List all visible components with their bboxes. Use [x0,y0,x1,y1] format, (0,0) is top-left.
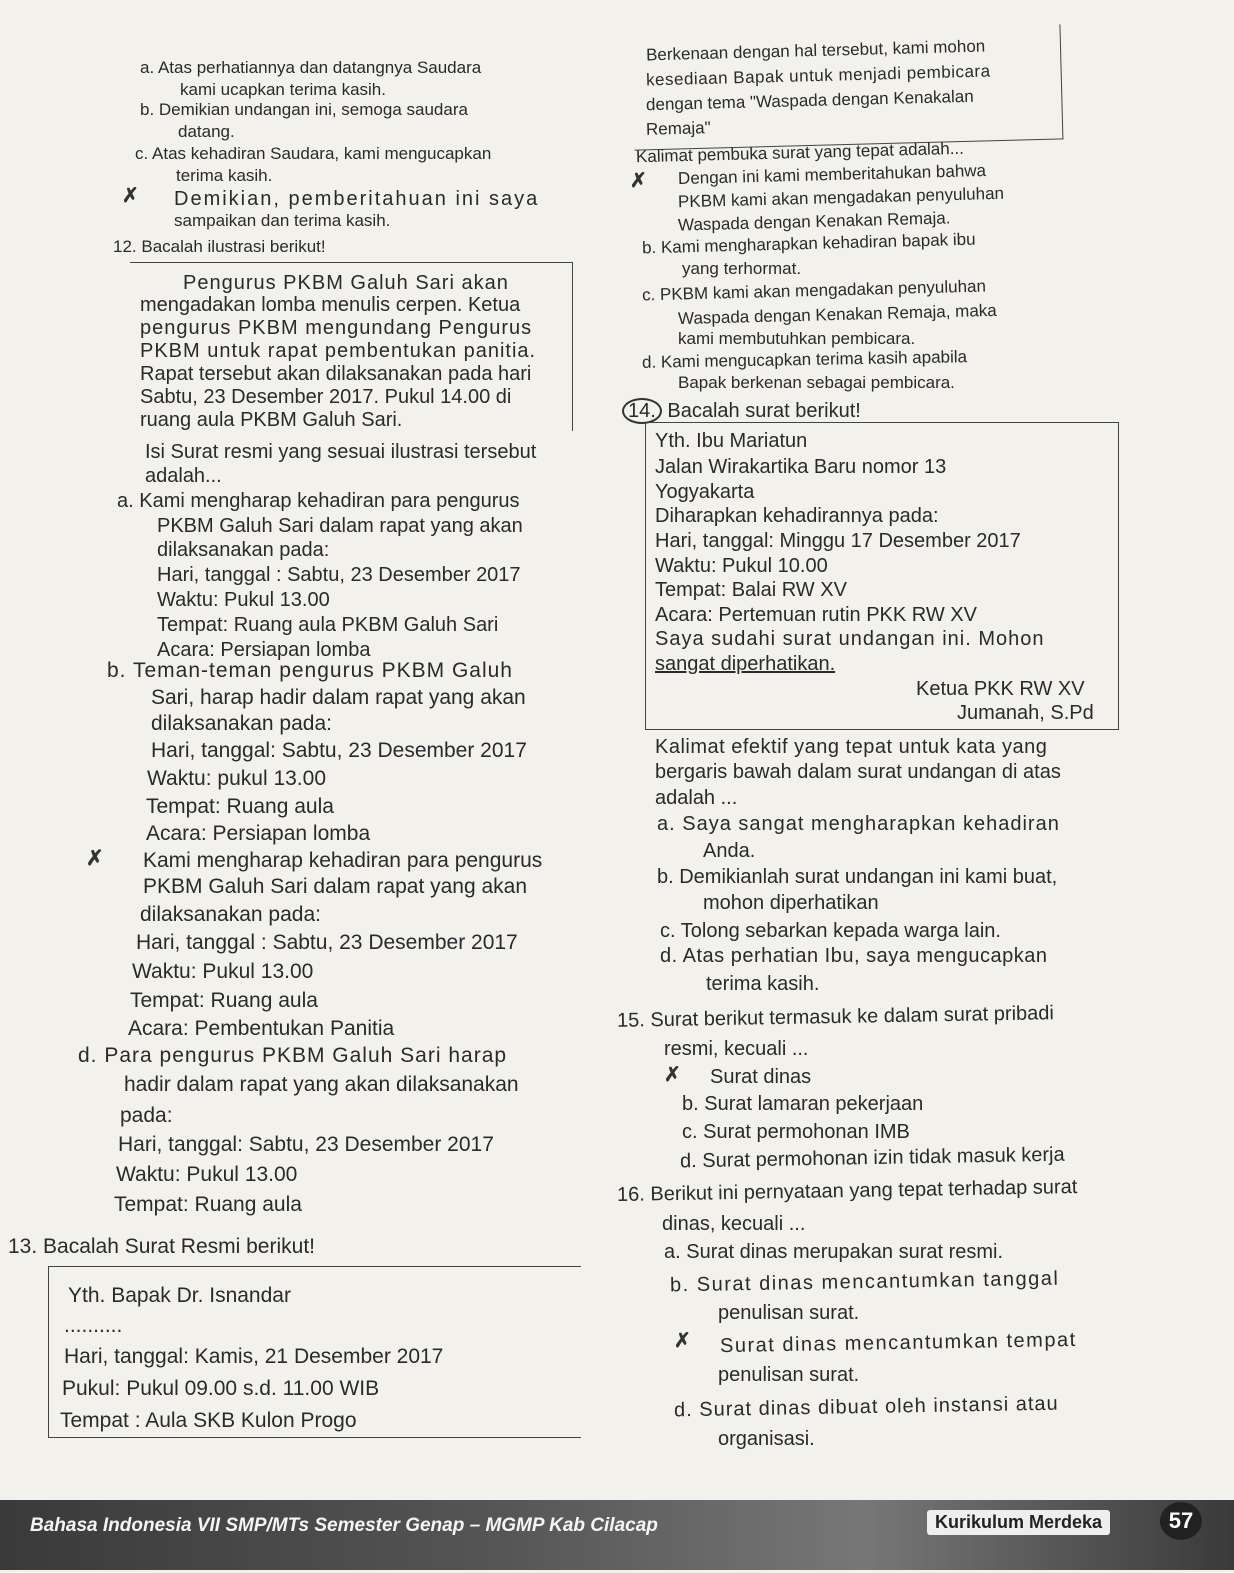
q13-cont-line3: dengan tema "Waspada dengan Kenakalan [645,86,974,115]
q14-a-line2: Anda. [703,840,756,862]
cross-mark-icon: ✗ [122,185,139,207]
q13-c-line2: Waspada dengan Kenakan Remaja, maka [677,300,997,329]
q14-box-line1: Yth. Ibu Mariatun [655,430,808,452]
q12-box-line2: mengadakan lomba menulis cerpen. Ketua [140,294,521,316]
q13-b-line2: yang terhormat. [682,259,802,278]
q13-a-line1: Dengan ini kami memberitahukan bahwa [677,160,987,189]
q12-a-line7: Acara: Persiapan lomba [157,639,371,661]
q12-b-line6: Tempat: Ruang aula [146,795,334,818]
q12-d-line2: hadir dalam rapat yang akan dilaksanakan [124,1073,519,1096]
q16-c-line2: penulisan surat. [718,1364,860,1386]
q14-box-line7: Tempat: Balai RW XV [655,579,847,601]
q14-question-line3: adalah ... [655,787,738,809]
q14-c: c. Tolong sebarkan kepada warga lain. [660,920,1001,942]
q13-question: Kalimat pembuka surat yang tepat adalah... [635,138,965,167]
q14-box-line6: Waktu: Pukul 10.00 [655,555,828,577]
q13-box-line3: Hari, tanggal: Kamis, 21 Desember 2017 [64,1345,444,1368]
q12-c-line4: Hari, tanggal : Sabtu, 23 Desember 2017 [136,931,518,954]
q14-title-text: Bacalah surat berikut! [667,400,861,422]
q12-b-line7: Acara: Persiapan lomba [146,822,371,845]
q11-option-b-line2: datang. [178,122,235,141]
q14-box-line2: Jalan Wirakartika Baru nomor 13 [655,456,947,478]
q12-a-line6: Tempat: Ruang aula PKBM Galuh Sari [157,614,499,636]
q14-title [622,400,861,422]
q14-d-line2: terima kasih. [706,973,820,995]
q14-question-line2: bergaris bawah dalam surat undangan di atas [655,761,1061,783]
q12-c-line6: Tempat: Ruang aula [130,989,318,1012]
q11-option-d-line1: Demikian, pemberitahuan ini saya [174,188,540,210]
q12-box-line6: Sabtu, 23 Desember 2017. Pukul 14.00 di [140,386,512,408]
page-number: 57 [1160,1502,1202,1540]
q14-number: 14. [622,398,662,424]
q16-a: a. Surat dinas merupakan surat resmi. [664,1241,1004,1263]
q15-question-line2: resmi, kecuali ... [664,1038,809,1060]
q13-cont-line2: kesediaan Bapak untuk menjadi pembicara [645,61,991,90]
q12-box-line1: Pengurus PKBM Galuh Sari akan [183,272,509,294]
q12-a-line1: a. Kami mengharap kehadiran para pengurus [117,490,520,512]
q16-d-line1: d. Surat dinas dibuat oleh instansi atau [673,1392,1059,1422]
q12-title: 12. Bacalah ilustrasi berikut! [113,237,326,256]
q12-c-line1: Kami mengharap kehadiran para pengurus [143,849,543,872]
q16-c-line1: Surat dinas mencantumkan tempat [719,1328,1077,1358]
q15-a: Surat dinas [710,1066,812,1088]
q12-box-line3: pengurus PKBM mengundang Pengurus [140,317,533,339]
q16-b-line1: b. Surat dinas mencantumkan tanggal [669,1267,1060,1297]
q12-c-line7: Acara: Pembentukan Panitia [128,1017,395,1040]
q13-title: 13. Bacalah Surat Resmi berikut! [8,1235,315,1258]
footer-book-title: Bahasa Indonesia VII SMP/MTs Semester Genap – MGMP Kab Cilacap [30,1515,658,1536]
q16-question-line2: dinas, kecuali ... [662,1213,806,1235]
q14-box-line8: Acara: Pertemuan rutin PKK RW XV [655,604,977,626]
q11-option-d-line2: sampaikan dan terima kasih. [174,211,391,230]
q12-d-line1: d. Para pengurus PKBM Galuh Sari harap [78,1044,508,1067]
q12-a-line4: Hari, tanggal : Sabtu, 23 Desember 2017 [157,564,521,586]
q15-c: c. Surat permohonan IMB [682,1121,910,1143]
q13-b-line1: b. Kami mengharapkan kehadiran bapak ibu [641,229,976,258]
q11-option-a-line2: kami ucapkan terima kasih. [180,80,386,99]
q12-box-line7: ruang aula PKBM Galuh Sari. [140,409,403,431]
q16-d-line2: organisasi. [718,1428,815,1450]
q12-a-line2: PKBM Galuh Sari dalam rapat yang akan [157,515,523,537]
q12-question-line2: adalah... [145,465,222,487]
q12-d-line5: Waktu: Pukul 13.00 [116,1163,298,1186]
q14-box-line9: Saya sudahi surat undangan ini. Mohon [655,628,1045,650]
q13-d-line2: Bapak berkenan sebagai pembicara. [678,373,955,392]
q13-box-line5: Tempat : Aula SKB Kulon Progo [60,1409,357,1432]
q12-box-line4: PKBM untuk rapat pembentukan panitia. [140,340,537,362]
q13-box-line1: Yth. Bapak Dr. Isnandar [68,1284,291,1307]
q14-box-line4: Diharapkan kehadirannya pada: [655,505,939,527]
q13-cont-line1: Berkenaan dengan hal tersebut, kami mohon [645,36,986,65]
cross-mark-icon: ✗ [86,847,104,870]
q14-b-line1: b. Demikianlah surat undangan ini kami buat, [657,866,1058,888]
q15-d: d. Surat permohonan izin tidak masuk kerja [679,1143,1065,1173]
q11-option-a-line1: a. Atas perhatiannya dan datangnya Saudara [140,58,482,77]
q12-b-line1: b. Teman-teman pengurus PKBM Galuh [107,659,513,682]
cross-mark-icon: ✗ [664,1064,681,1086]
q14-d-line1: d. Atas perhatian Ibu, saya mengucapkan [660,945,1048,967]
cross-mark-icon: ✗ [674,1330,691,1352]
q16-b-line2: penulisan surat. [718,1302,860,1324]
q13-cont-line4: Remaja" [645,118,711,139]
q14-question-line1: Kalimat efektif yang tepat untuk kata yang [655,736,1048,758]
q15-b: b. Surat lamaran pekerjaan [682,1093,924,1115]
q12-d-line3: pada: [120,1104,173,1127]
curriculum-badge: Kurikulum Merdeka [927,1510,1110,1535]
q11-option-c-line2: terima kasih. [176,166,273,185]
q12-c-line5: Waktu: Pukul 13.00 [132,960,314,983]
q13-box-line4: Pukul: Pukul 09.00 s.d. 11.00 WIB [62,1377,380,1400]
q11-option-b-line1: b. Demikian undangan ini, semoga saudara [140,100,468,119]
q13-d-line1: d. Kami mengucapkan terima kasih apabila [641,347,968,372]
q12-d-line4: Hari, tanggal: Sabtu, 23 Desember 2017 [118,1133,494,1156]
q15-question-line1: 15. Surat berikut termasuk ke dalam surat pribadi [616,1002,1055,1032]
q12-a-line5: Waktu: Pukul 13.00 [157,589,330,611]
q14-box-line10-underlined: sangat diperhatikan. [655,653,836,675]
q12-b-line5: Waktu: pukul 13.00 [147,767,326,790]
q14-box-line5: Hari, tanggal: Minggu 17 Desember 2017 [655,530,1021,552]
q13-c-line3: kami membutuhkan pembicara. [678,329,916,348]
q12-c-line2: PKBM Galuh Sari dalam rapat yang akan [143,875,528,898]
q12-c-line3: dilaksanakan pada: [140,903,321,926]
q12-d-line6: Tempat: Ruang aula [114,1193,302,1216]
q14-signature-name: Jumanah, S.Pd [957,702,1094,724]
q12-box-line5: Rapat tersebut akan dilaksanakan pada hari [140,363,532,385]
q14-b-line2: mohon diperhatikan [703,892,879,914]
q11-option-c-line1: c. Atas kehadiran Saudara, kami mengucapkan [135,144,492,163]
q14-box-line3: Yogyakarta [655,481,755,503]
q16-question-line1: 16. Berikut ini pernyataan yang tepat terhadap surat [616,1175,1078,1207]
q12-question-line1: Isi Surat resmi yang sesuai ilustrasi tersebut [145,441,537,463]
q13-box-line2: .......... [64,1314,123,1337]
q12-b-line4: Hari, tanggal: Sabtu, 23 Desember 2017 [151,739,527,762]
q13-a-line2: PKBM kami akan mengadakan penyuluhan [677,183,1005,212]
q13-a-line3: Waspada dengan Kenakan Remaja. [677,208,951,235]
q12-a-line3: dilaksanakan pada: [157,539,330,561]
q12-b-line2: Sari, harap hadir dalam rapat yang akan [151,686,526,709]
q13-c-line1: c. PKBM kami akan mengadakan penyuluhan [641,276,987,305]
q14-signature-title: Ketua PKK RW XV [916,678,1085,700]
q12-b-line3: dilaksanakan pada: [151,712,332,735]
q14-a-line1: a. Saya sangat mengharapkan kehadiran [657,813,1060,835]
cross-mark-icon: ✗ [630,170,647,192]
